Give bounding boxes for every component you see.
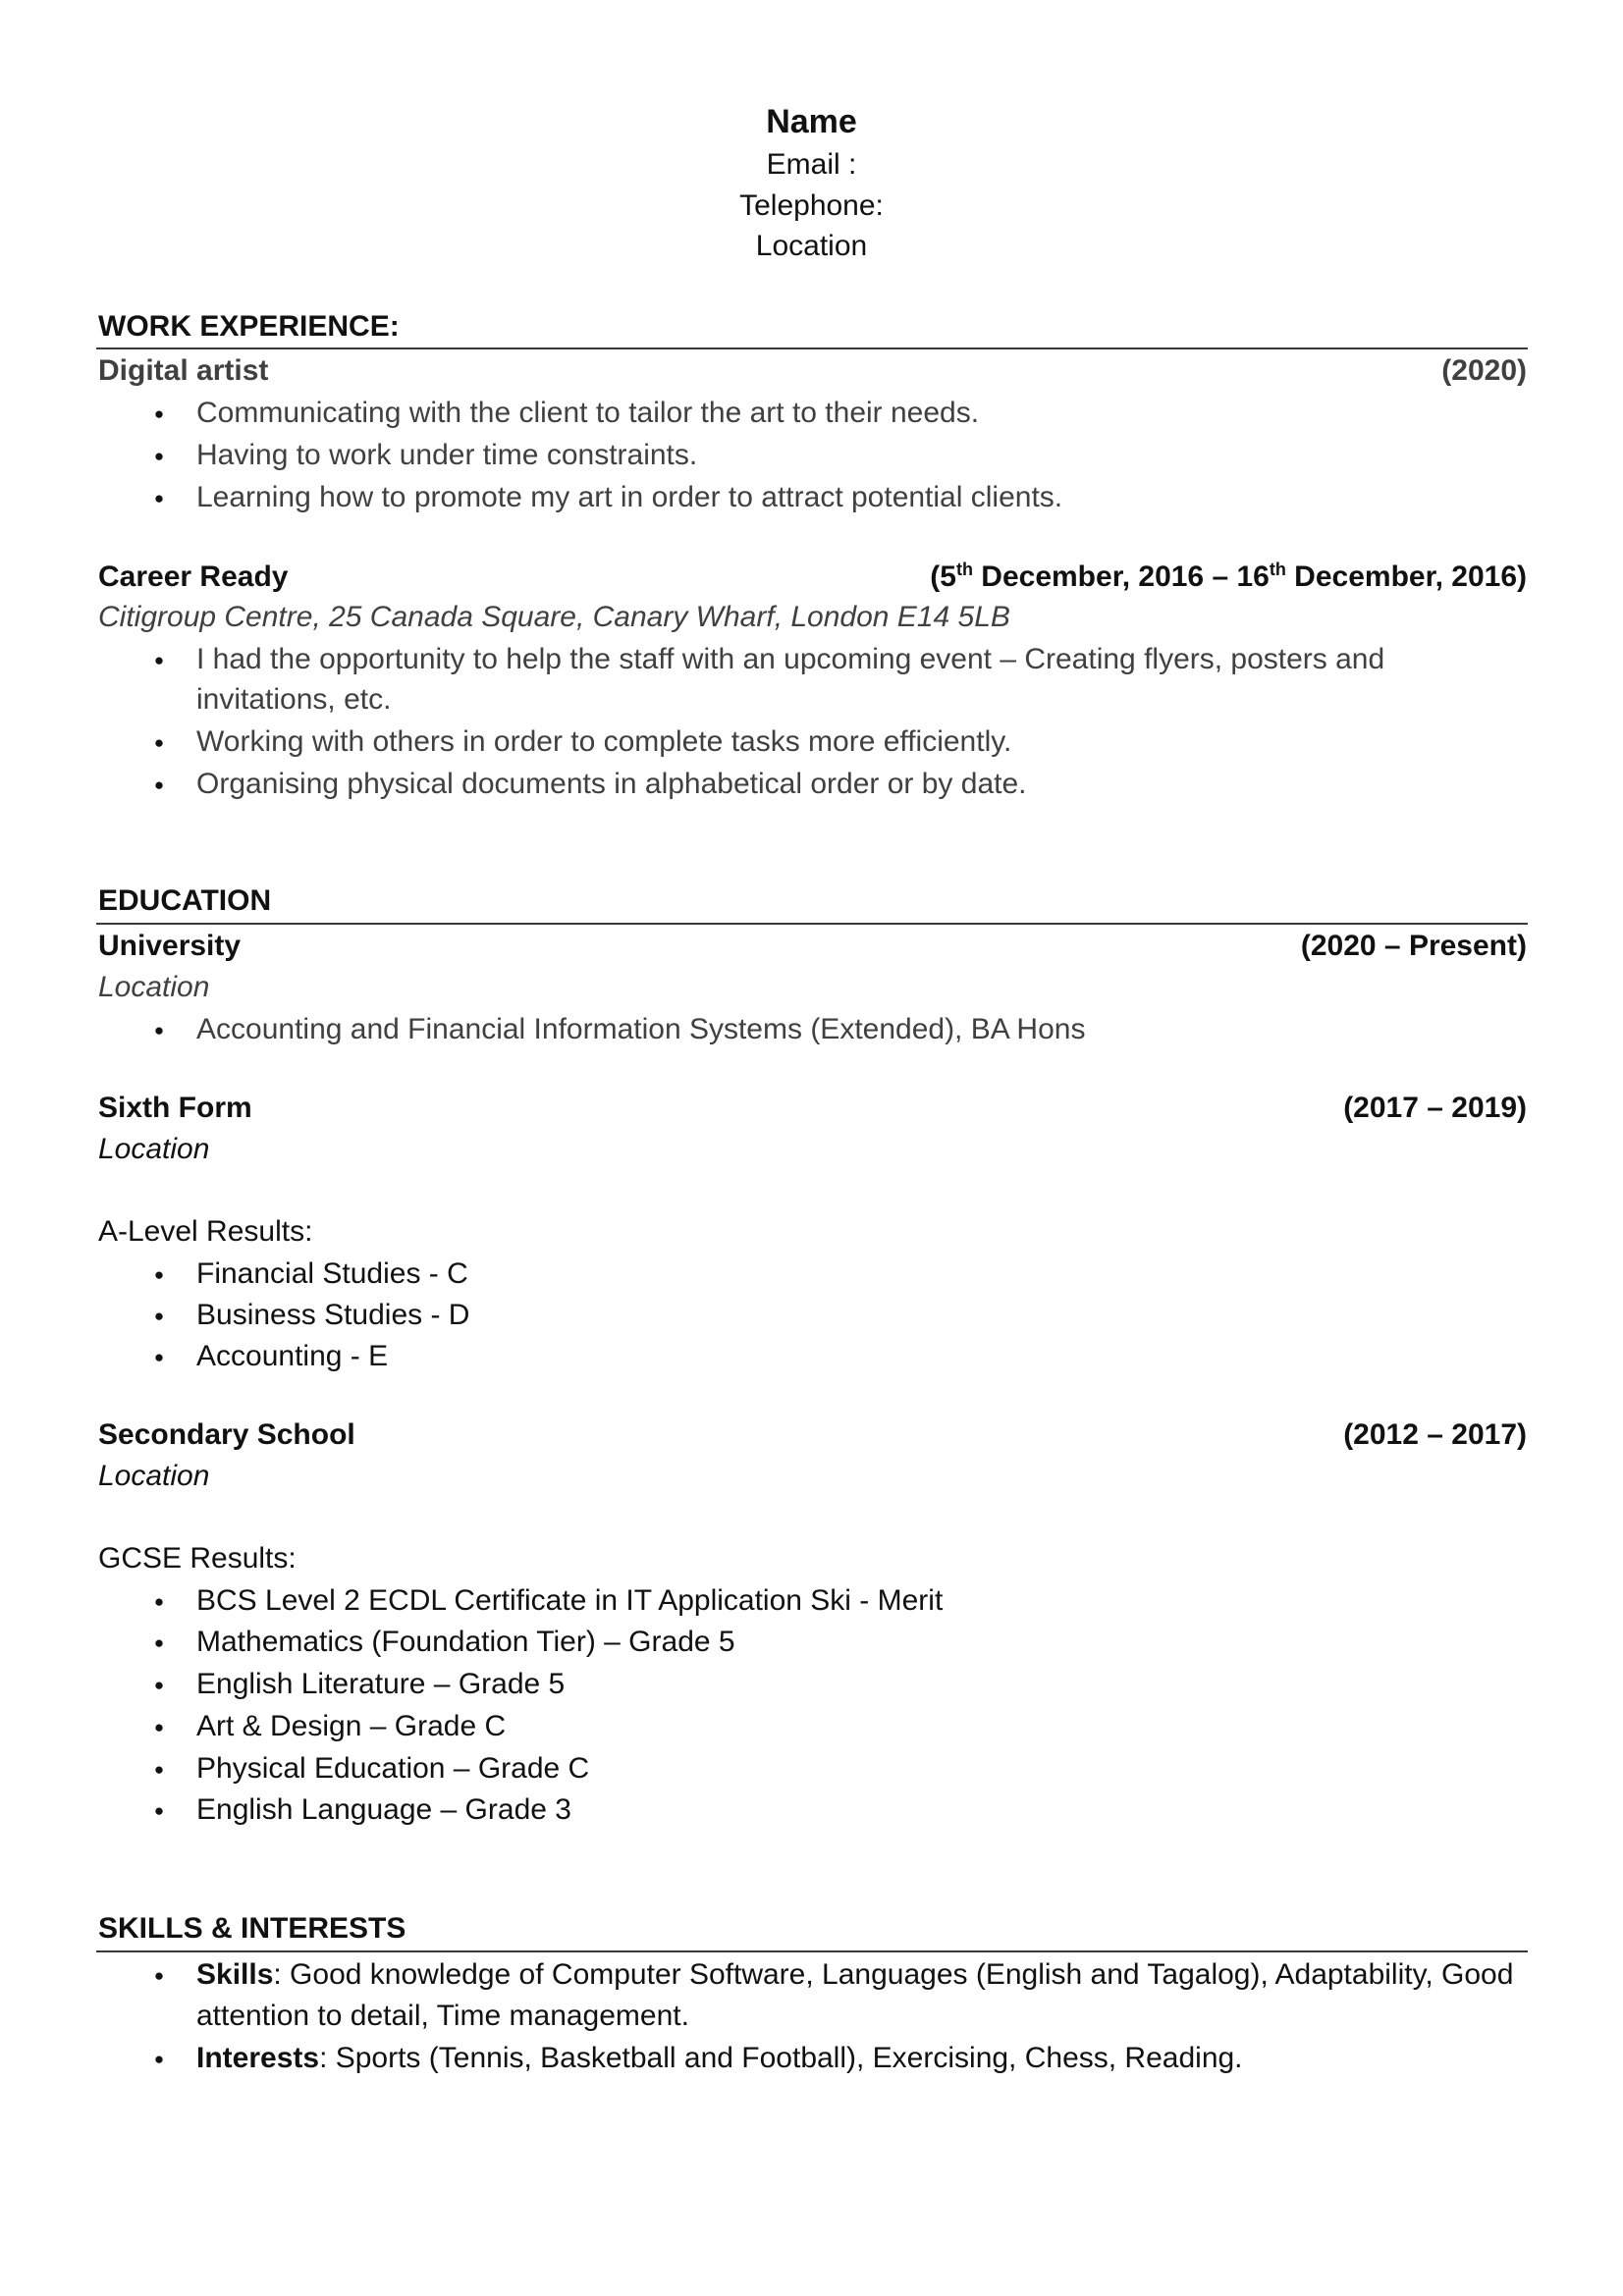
bullet-icon xyxy=(149,1953,169,2000)
bullet-icon xyxy=(149,638,169,684)
job-date: (2020) xyxy=(1441,354,1527,387)
bullet-icon xyxy=(149,1663,169,1709)
skills-text: : Good knowledge of Computer Software, Languages (English and Tagalog), Adaptability, Good xyxy=(273,1958,1514,1991)
bullet-icon xyxy=(149,1335,169,1381)
bullet-icon xyxy=(149,2037,169,2083)
interests-text: : Sports (Tennis, Basketball and Football), Exercising, Chess, Reading. xyxy=(319,2042,1243,2074)
bullet-icon xyxy=(149,1579,169,1626)
school-name: Secondary School xyxy=(98,1418,355,1451)
bullet-icon xyxy=(149,1747,169,1793)
list-item-text: Financial Studies - C xyxy=(196,1257,468,1290)
list-item-text: Mathematics (Foundation Tier) – Grade 5 xyxy=(196,1626,735,1658)
list-item-text: Accounting and Financial Information Systems (Extended), BA Hons xyxy=(196,1013,1086,1045)
list-item-text: Physical Education – Grade C xyxy=(196,1752,590,1785)
list-item-text: Communicating with the client to tailor the art to their needs. xyxy=(196,397,980,429)
school-location: Location xyxy=(98,971,210,1003)
bullet-icon xyxy=(149,476,169,522)
bullet-icon xyxy=(149,1008,169,1054)
list-item-text: I had the opportunity to help the staff with an upcoming event – Creating flyers, posters and xyxy=(196,643,1385,675)
list-item-text-continued: invitations, etc. xyxy=(196,683,392,716)
bullet-icon xyxy=(149,721,169,767)
school-date: (2020 – Present) xyxy=(1300,930,1527,962)
list-item-text: Having to work under time constraints. xyxy=(196,439,698,471)
bullet-icon xyxy=(149,1705,169,1751)
list-item-text: English Language – Grade 3 xyxy=(196,1793,571,1826)
section-divider xyxy=(96,347,1528,349)
list-item-text: English Literature – Grade 5 xyxy=(196,1668,566,1700)
school-location: Location xyxy=(98,1133,210,1165)
list-item-text: Art & Design – Grade C xyxy=(196,1710,507,1742)
date-part: (5 xyxy=(930,561,956,593)
bullet-icon xyxy=(149,1621,169,1667)
list-item-text xyxy=(196,1953,1513,1996)
school-date: (2017 – 2019) xyxy=(1343,1092,1527,1124)
section-heading-skills-interests: SKILLS & INTERESTS xyxy=(98,1912,406,1945)
section-heading-work-experience: WORK EXPERIENCE: xyxy=(98,310,400,343)
interests-label: Interests xyxy=(196,2042,320,2074)
bullet-icon xyxy=(149,434,169,480)
school-date: (2012 – 2017) xyxy=(1343,1418,1527,1451)
list-item-text xyxy=(196,2037,1243,2079)
results-label: GCSE Results: xyxy=(98,1542,297,1575)
school-name: University xyxy=(98,930,242,962)
contact-email: Email : xyxy=(766,148,857,181)
list-item-text: Learning how to promote my art in order to attract potential clients. xyxy=(196,481,1063,513)
bullet-icon xyxy=(149,763,169,809)
date-part: December, 2016 – 16 xyxy=(972,561,1270,593)
list-item-text: BCS Level 2 ECDL Certificate in IT Application Ski - Merit xyxy=(196,1584,944,1617)
list-item-text-continued: attention to detail, Time management. xyxy=(196,2000,689,2032)
list-item-text: Working with others in order to complete tasks more efficiently. xyxy=(196,725,1012,758)
list-item-text: Business Studies - D xyxy=(196,1299,470,1331)
section-heading-education: EDUCATION xyxy=(98,884,272,917)
list-item-text: Accounting - E xyxy=(196,1340,389,1372)
contact-telephone: Telephone: xyxy=(739,189,884,222)
school-location: Location xyxy=(98,1460,210,1492)
job-title: Career Ready xyxy=(98,561,289,593)
date-superscript: th xyxy=(955,560,973,579)
job-title: Digital artist xyxy=(98,354,269,387)
list-item-text: Organising physical documents in alphabetical order or by date. xyxy=(196,768,1027,800)
bullet-icon xyxy=(149,1789,169,1835)
skills-label: Skills xyxy=(196,1958,274,1991)
date-part: December, 2016) xyxy=(1285,561,1527,593)
date-superscript: th xyxy=(1269,560,1286,579)
job-date xyxy=(930,556,1527,598)
bullet-icon xyxy=(149,1253,169,1299)
job-address: Citigroup Centre, 25 Canada Square, Canary Wharf, London E14 5LB xyxy=(98,601,1010,633)
cv-name: Name xyxy=(766,103,857,140)
bullet-icon xyxy=(149,1294,169,1340)
results-label: A-Level Results: xyxy=(98,1215,313,1248)
section-divider xyxy=(96,1950,1528,1952)
bullet-icon xyxy=(149,392,169,438)
contact-location: Location xyxy=(755,230,868,262)
school-name: Sixth Form xyxy=(98,1092,252,1124)
